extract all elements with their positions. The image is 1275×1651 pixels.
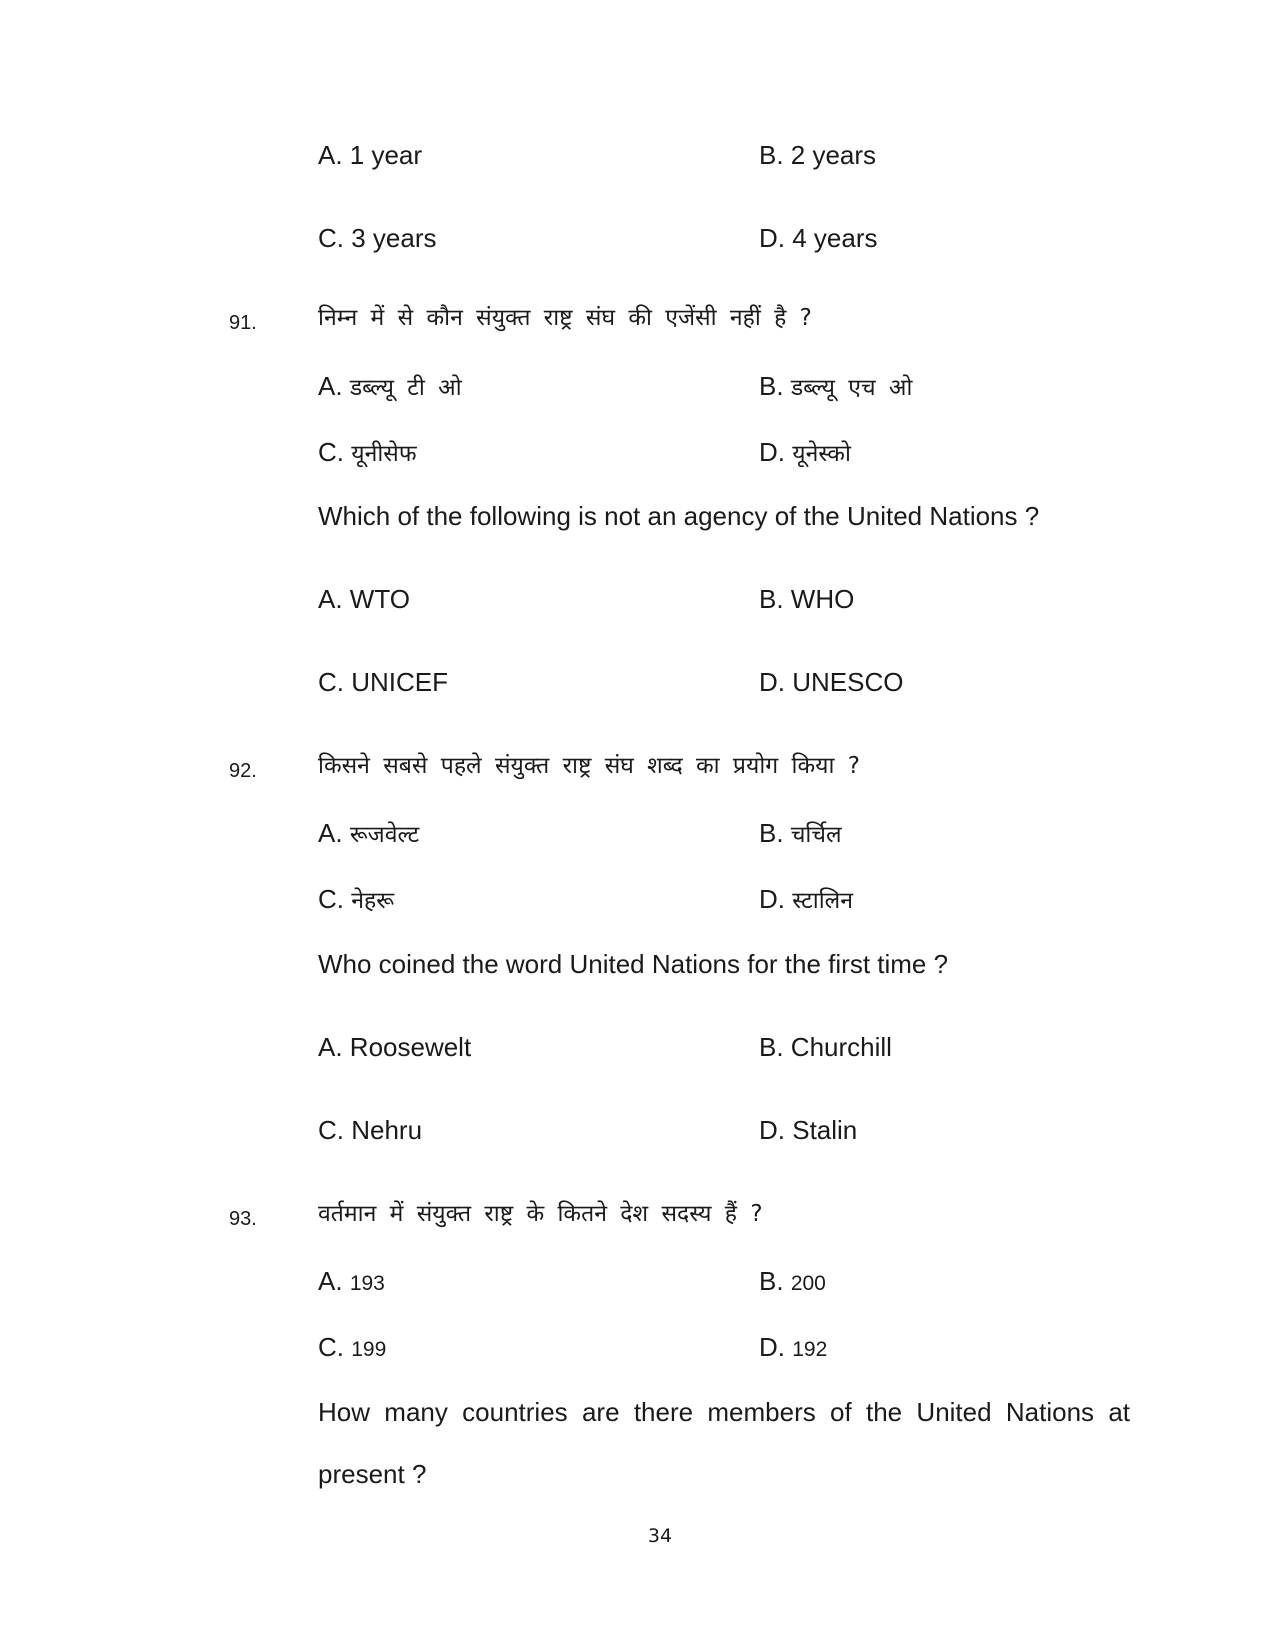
- option-letter: D.: [759, 1332, 785, 1362]
- option-text: 199: [351, 1338, 387, 1361]
- option-text: 193: [349, 1272, 385, 1295]
- q92-hindi-option-b: [759, 818, 842, 850]
- option-letter: C.: [318, 437, 344, 467]
- q90-option-a: A. 1 year: [318, 140, 423, 170]
- q92-hindi-option-c: [318, 884, 394, 916]
- q91-english-option-d: D. UNESCO: [759, 667, 904, 697]
- option-text: चर्चिल: [790, 822, 842, 848]
- option-letter: C.: [318, 884, 344, 914]
- q90-option-d: D. 4 years: [759, 223, 878, 253]
- q92-hindi-option-a: [318, 818, 419, 850]
- q91-hindi-option-d: [759, 437, 851, 469]
- q91-hindi-option-c: [318, 437, 417, 469]
- q92-english-option-d: D. Stalin: [759, 1115, 858, 1145]
- q93-number: 93.: [229, 1208, 257, 1230]
- q92-english-text: Who coined the word United Nations for the first time ?: [318, 949, 949, 979]
- option-letter: D.: [759, 884, 785, 914]
- option-text: नेहरू: [351, 888, 395, 914]
- q93-hindi-option-b: [759, 1266, 826, 1299]
- q92-number: 92.: [229, 760, 257, 782]
- option-text: रूजवेल्ट: [349, 822, 420, 848]
- q92-english-option-a: A. Roosewelt: [318, 1032, 472, 1062]
- q92-english-option-b: B. Churchill: [759, 1032, 892, 1062]
- q93-hindi-option-a: [318, 1266, 385, 1299]
- option-text: यूनेस्को: [792, 441, 851, 467]
- option-letter: A.: [318, 1266, 343, 1296]
- q91-number: 91.: [229, 312, 257, 334]
- q92-hindi-text: किसने सबसे पहले संयुक्त राष्ट्र संघ शब्द का प्रयोग किया ?: [318, 753, 860, 779]
- q90-option-c: C. 3 years: [318, 223, 437, 253]
- option-letter: B.: [759, 1266, 784, 1296]
- option-letter: B.: [759, 818, 784, 848]
- option-letter: C.: [318, 1332, 344, 1362]
- q93-hindi-text: वर्तमान में संयुक्त राष्ट्र के कितने देश सदस्य हैं ?: [318, 1201, 763, 1227]
- option-text: 192: [792, 1338, 828, 1361]
- q91-english-option-b: B. WHO: [759, 584, 855, 614]
- q91-english-option-c: C. UNICEF: [318, 667, 448, 697]
- q93-english-text-line1: How many countries are there members of the United Nations at: [318, 1397, 1130, 1427]
- option-text: डब्ल्यू टी ओ: [349, 375, 462, 401]
- q92-hindi-option-d: [759, 884, 853, 916]
- option-letter: A.: [318, 818, 343, 848]
- q93-hindi-option-c: [318, 1332, 386, 1365]
- option-letter: B.: [759, 371, 784, 401]
- q91-english-option-a: A. WTO: [318, 584, 410, 614]
- q93-english-text-line2: present ?: [318, 1459, 427, 1489]
- option-text: स्टालिन: [792, 888, 854, 914]
- q93-hindi-option-d: [759, 1332, 827, 1365]
- page-number: 34: [647, 1525, 673, 1547]
- q91-hindi-option-a: [318, 371, 462, 403]
- option-letter: A.: [318, 371, 343, 401]
- q91-english-text: Which of the following is not an agency of the United Nations ?: [318, 501, 1040, 531]
- option-text: यूनीसेफ: [351, 441, 417, 467]
- option-text: डब्ल्यू एच ओ: [790, 375, 913, 401]
- option-letter: D.: [759, 437, 785, 467]
- q92-english-option-c: C. Nehru: [318, 1115, 423, 1145]
- option-text: 200: [790, 1272, 826, 1295]
- q90-option-b: B. 2 years: [759, 140, 877, 170]
- q91-hindi-option-b: [759, 371, 912, 403]
- q91-hindi-text: निम्न में से कौन संयुक्त राष्ट्र संघ की एजेंसी नहीं है ?: [318, 305, 812, 331]
